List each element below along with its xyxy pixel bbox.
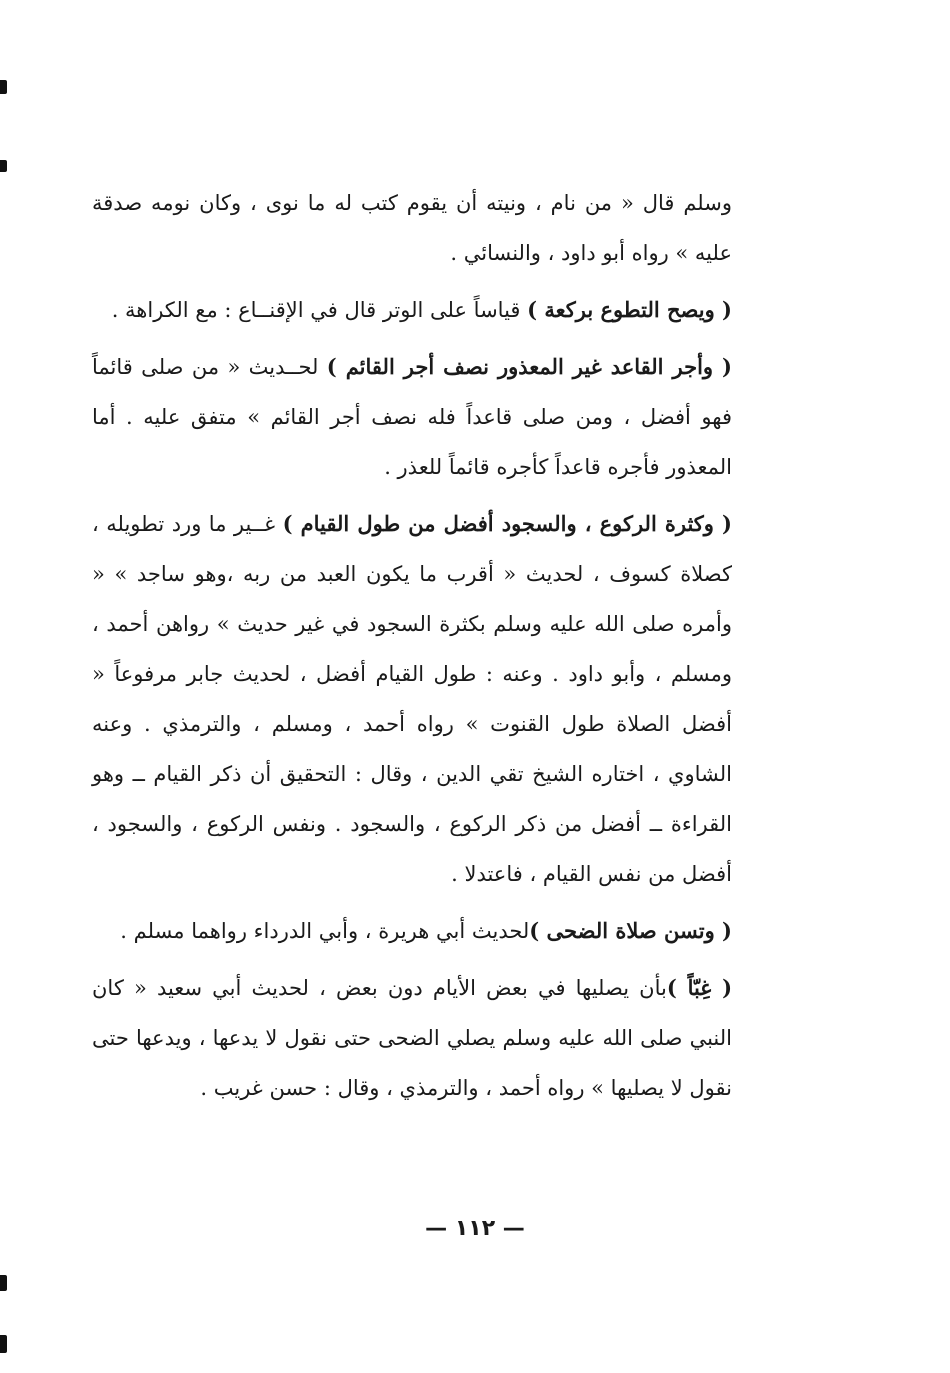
paragraph-3-text: لحــديث « من صلى قائماً فهو أفضل ، ومن صلى قاعداً فله نصف أجر القائم » متفق عليه . أما المعذور فأجره قاعداً كأجره قائماً للعذر . bbox=[92, 355, 732, 479]
paragraph-5-heading: ( وتسن صلاة الضحى ) bbox=[529, 918, 732, 943]
paragraph-5-text: لحديث أبي هريرة ، وأبي الدرداء رواهما مسلم . bbox=[120, 919, 530, 943]
paragraph-1-text: وسلم قال « من نام ، ونيته أن يقوم كتب له ما نوى ، وكان نومه صدقة عليه » رواه أبو داود ، والنسائي . bbox=[92, 191, 732, 265]
paragraph-6 bbox=[92, 963, 732, 1113]
paragraph-1 bbox=[92, 178, 732, 278]
paragraph-4 bbox=[92, 499, 732, 899]
paragraph-6-text: بأن يصليها في بعض الأيام دون بعض ، لحديث أبي سعيد « كان النبي صلى الله عليه وسلم يصلي الضحى حتى نقول لا يدعها ، ويدعها حتى نقول لا يصليها » رواه أحمد ، والترمذي ، وقال : حسن غريب . bbox=[92, 976, 732, 1100]
paragraph-2-heading: ( ويصح التطوع بركعة ) bbox=[527, 297, 732, 322]
scan-edge-mark bbox=[0, 160, 7, 172]
body-text bbox=[92, 178, 732, 1120]
scan-edge-mark bbox=[0, 1275, 7, 1291]
paragraph-3-heading: ( وأجر القاعد غير المعذور نصف أجر القائم ) bbox=[326, 354, 732, 379]
paragraph-5 bbox=[92, 906, 732, 956]
paragraph-3 bbox=[92, 342, 732, 492]
page-number: — ١١٢ — bbox=[425, 1216, 525, 1241]
paragraph-2 bbox=[92, 285, 732, 335]
paragraph-6-heading: ( غِبّاً ) bbox=[666, 975, 733, 1000]
scan-edge-mark bbox=[0, 1335, 7, 1353]
paragraph-4-heading: ( وكثرة الركوع ، والسجود أفضل من طول القيام ) bbox=[282, 511, 732, 536]
paragraph-4-text: غــير ما ورد تطويله ، كصلاة كسوف ، لحديث « أقرب ما يكون العبد من ربه ،وهو ساجد » « وأمره صلى الله عليه وسلم بكثرة السجود في غير حديث » رواهن أحمد ، ومسلم ، وأبو داود . وعنه : طول القيام أفضل ، لحديث جابر مرفوعاً « أفضل الصلاة طول القنوت » رواه أحمد ، ومسلم ، والترمذي . وعنه الشاوي ، اختاره الشيخ تقي الدين ، وقال : التحقيق أن ذكر القيام ــ وهو القراءة ــ أفضل من ذكر الركوع ، والسجود . ونفس الركوع ، والسجود ، أفضل من نفس القيام ، فاعتدلا . bbox=[92, 512, 732, 886]
scan-edge-mark bbox=[0, 80, 7, 94]
paragraph-2-text: قياساً على الوتر قال في الإقنــاع : مع الكراهة . bbox=[111, 298, 528, 322]
